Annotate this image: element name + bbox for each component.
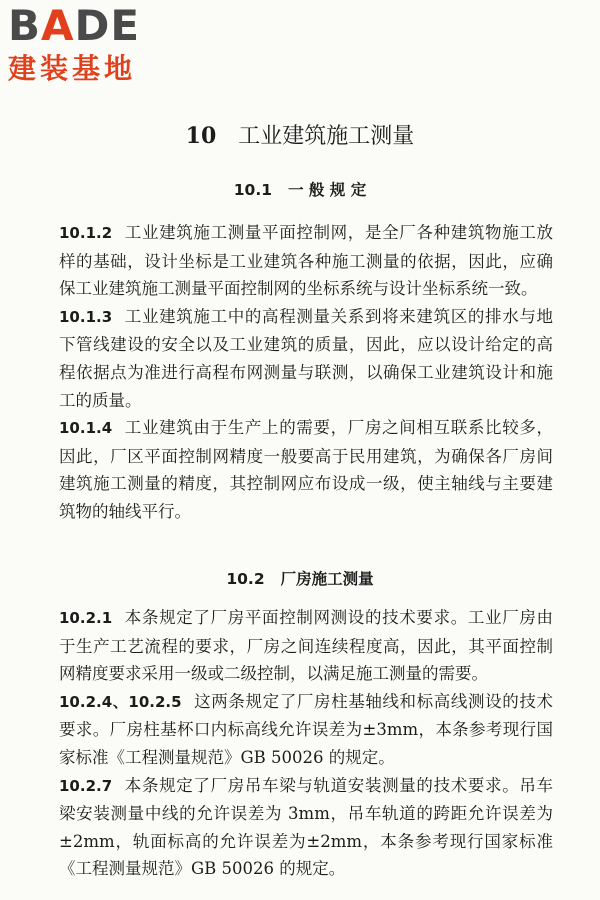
clause-text: 工业建筑由于生产上的需要，厂房之间相互联系比较多，因此，厂区平面控制网精度一般要高于民用建筑，为确保各厂房间建筑施工测量的精度，其控制网应布设成一级，使主轴线与主要建筑物的轴线平行。 [59,418,553,521]
logo-accent-letter: A [41,1,75,50]
section-heading [0,568,600,590]
bade-logo [8,1,178,86]
chapter-title [0,122,600,151]
clause-paragraph [59,303,553,414]
chapter-title-text: 工业建筑施工测量 [238,124,415,149]
section-title-text: 一 般 规 定 [288,181,367,199]
clause-number: 10.1.2 [59,224,113,242]
section-title-text: 厂房施工测量 [280,570,374,588]
section-number: 10.1 [233,181,273,199]
logo-subtitle: 建装基地 [8,52,137,85]
chapter-number: 10 [185,123,217,149]
clause-number: 10.1.3 [59,307,113,326]
section-heading [0,179,600,201]
clause-number: 10.2.1 [59,609,113,627]
section-body [59,219,553,526]
clause-paragraph [59,604,553,688]
clause-number: 10.2.7 [59,776,113,795]
logo-letter: B [8,1,42,50]
clause-text: 工业建筑施工中的高程测量关系到将来建筑区的排水与地下管线建设的安全以及工业建筑的质量，因此，应以设计给定的高程依据点为准进行高程布网测量与联测，以确保工业建筑设计和施工的质量。 [59,306,553,410]
clause-text: 本条规定了厂房吊车梁与轨道安装测量的技术要求。吊车梁安装测量中线的允许误差为 3mm，吊车轨道的跨距允许误差为±2mm，轨面标高的允许误差为±2mm，本条参考现行国家标准《工程测量规范》GB 50026 的规定。 [59,775,553,879]
clause-paragraph [59,688,553,772]
clause-paragraph [59,219,553,303]
clause-text: 工业建筑施工测量平面控制网，是全厂各种建筑物施工放样的基础，设计坐标是工业建筑各种施工测量的依据，因此，应确保工业建筑施工测量平面控制网的坐标系统与设计坐标系统一致。 [59,223,553,299]
logo-letters: DE [74,1,141,50]
clause-text: 这两条规定了厂房柱基轴线和标高线测设的技术要求。厂房柱基杯口内标高线允许误差为±3mm，本条参考现行国家标准《工程测量规范》GB 50026 的规定。 [59,691,553,767]
clause-number: 10.1.4 [59,419,113,438]
section-number: 10.2 [226,570,265,588]
section-body [59,604,553,883]
clause-paragraph [59,772,553,883]
clause-number: 10.2.4、10.2.5 [59,692,182,711]
clause-paragraph [59,414,553,525]
logo-wordmark [8,1,178,50]
clause-text: 本条规定了厂房平面控制网测设的技术要求。工业厂房由于生产工艺流程的要求，厂房之间连续程度高，因此，其平面控制网精度要求采用一级或二级控制，以满足施工测量的需要。 [59,608,553,684]
